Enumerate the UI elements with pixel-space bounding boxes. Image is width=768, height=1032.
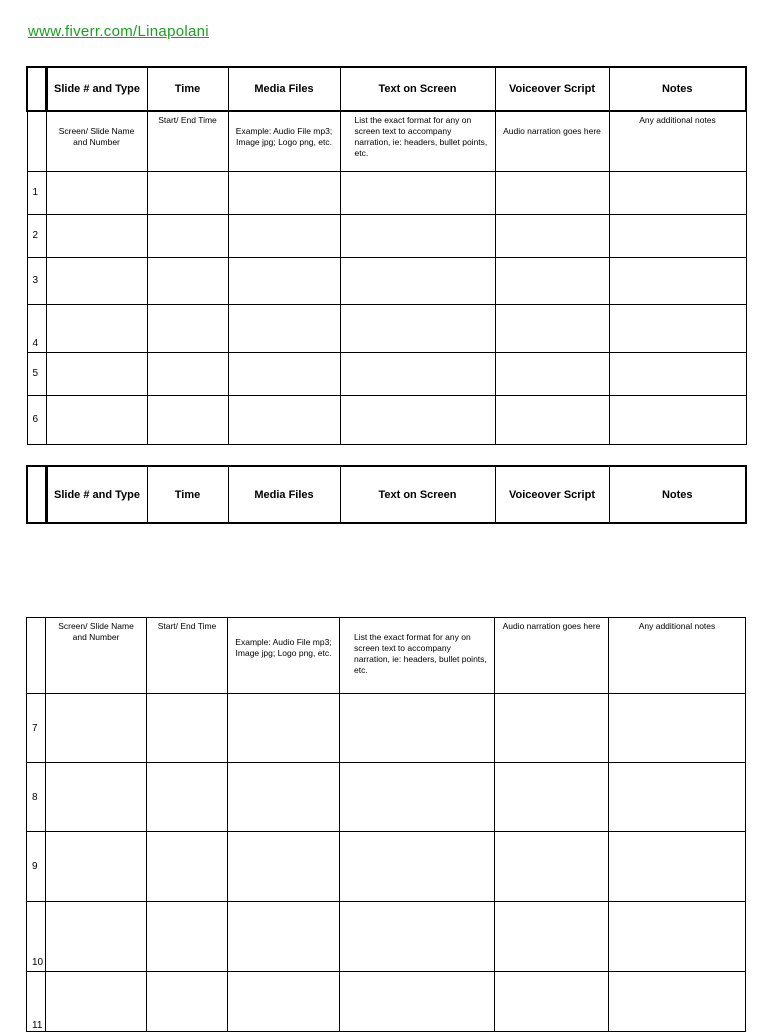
cell[interactable] [495, 395, 609, 444]
cell[interactable] [340, 214, 495, 257]
cell[interactable] [609, 352, 746, 395]
cell[interactable] [495, 214, 609, 257]
cell[interactable] [46, 257, 147, 304]
table-row [27, 352, 746, 395]
cell[interactable] [147, 694, 228, 763]
desc-slide-type: Screen/ Slide Name and Number [46, 618, 147, 694]
cell[interactable] [340, 972, 495, 1032]
cell[interactable] [147, 352, 228, 395]
desc-time: Start/ End Time [147, 618, 228, 694]
cell[interactable] [228, 214, 340, 257]
cell[interactable] [228, 395, 340, 444]
cell[interactable] [495, 352, 609, 395]
row-number: 9 [27, 832, 46, 902]
header-media-files: Media Files [228, 67, 340, 111]
header-row [27, 67, 746, 111]
cell[interactable] [609, 902, 746, 972]
cell[interactable] [609, 763, 746, 832]
index-header [27, 466, 46, 523]
cell[interactable] [228, 972, 340, 1032]
cell[interactable] [228, 257, 340, 304]
header-slide-type: Slide # and Type [46, 466, 147, 523]
row-number: 5 [27, 352, 46, 395]
header-media-files: Media Files [228, 466, 340, 523]
cell[interactable] [46, 972, 147, 1032]
row-number: 11 [27, 972, 46, 1032]
cell[interactable] [147, 902, 228, 972]
cell[interactable] [147, 395, 228, 444]
description-row [27, 111, 746, 171]
cell[interactable] [609, 972, 746, 1032]
row-number: 7 [27, 694, 46, 763]
cell[interactable] [147, 171, 228, 214]
index-header [27, 67, 46, 111]
row-number: 8 [27, 763, 46, 832]
cell[interactable] [495, 902, 609, 972]
header-time: Time [147, 466, 228, 523]
cell[interactable] [495, 694, 609, 763]
cell[interactable] [609, 257, 746, 304]
cell[interactable] [340, 763, 495, 832]
table-row [27, 395, 746, 444]
cell[interactable] [147, 214, 228, 257]
table-row [27, 214, 746, 257]
header-time: Time [147, 67, 228, 111]
cell[interactable] [46, 395, 147, 444]
cell[interactable] [46, 694, 147, 763]
cell[interactable] [609, 171, 746, 214]
fiverr-link[interactable]: www.fiverr.com/Linapolani [28, 23, 209, 40]
header-row [27, 466, 746, 523]
cell[interactable] [46, 214, 147, 257]
cell[interactable] [495, 972, 609, 1032]
table-row [27, 902, 746, 972]
header-notes: Notes [609, 67, 746, 111]
cell[interactable] [147, 972, 228, 1032]
cell[interactable] [609, 304, 746, 352]
header-voiceover-script: Voiceover Script [495, 67, 609, 111]
desc-media-files: Example: Audio File mp3; Image jpg; Logo png, etc. [228, 618, 340, 694]
desc-voiceover: Audio narration goes here [495, 111, 609, 171]
cell[interactable] [609, 395, 746, 444]
cell[interactable] [228, 171, 340, 214]
storyboard-table-1 [26, 66, 747, 445]
cell[interactable] [340, 395, 495, 444]
table-row [27, 972, 746, 1032]
desc-time: Start/ End Time [147, 111, 228, 171]
cell[interactable] [340, 171, 495, 214]
table-row [27, 694, 746, 763]
desc-notes: Any additional notes [609, 618, 746, 694]
cell[interactable] [340, 304, 495, 352]
table-row [27, 171, 746, 214]
cell[interactable] [495, 257, 609, 304]
row-number: 2 [27, 214, 46, 257]
row-number: 1 [27, 171, 46, 214]
cell[interactable] [46, 902, 147, 972]
storyboard-table-2-header [26, 465, 747, 524]
table-row [27, 763, 746, 832]
desc-text-on-screen: List the exact format for any on screen text to accompany narration, ie: headers, bullet points, etc. [340, 111, 495, 171]
table-row [27, 832, 746, 902]
cell[interactable] [228, 694, 340, 763]
desc-text-on-screen: List the exact format for any on screen text to accompany narration, ie: headers, bullet points, etc. [340, 618, 495, 694]
cell[interactable] [495, 763, 609, 832]
cell[interactable] [340, 832, 495, 902]
row-number: 6 [27, 395, 46, 444]
desc-voiceover: Audio narration goes here [495, 618, 609, 694]
cell[interactable] [340, 694, 495, 763]
cell[interactable] [46, 832, 147, 902]
header-notes: Notes [609, 466, 746, 523]
cell[interactable] [46, 352, 147, 395]
header-slide-type: Slide # and Type [46, 67, 147, 111]
desc-media-files: Example: Audio File mp3; Image jpg; Logo png, etc. [228, 111, 340, 171]
cell[interactable] [147, 304, 228, 352]
row-number: 4 [27, 304, 46, 352]
cell[interactable] [228, 902, 340, 972]
cell[interactable] [228, 304, 340, 352]
desc-slide-type: Screen/ Slide Name and Number [46, 111, 147, 171]
cell[interactable] [228, 763, 340, 832]
cell[interactable] [609, 694, 746, 763]
table-row [27, 257, 746, 304]
storyboard-table-3 [26, 617, 746, 1032]
cell[interactable] [340, 257, 495, 304]
cell[interactable] [609, 214, 746, 257]
header-voiceover-script: Voiceover Script [495, 466, 609, 523]
cell[interactable] [147, 257, 228, 304]
cell[interactable] [228, 832, 340, 902]
cell[interactable] [147, 763, 228, 832]
description-row [27, 618, 746, 694]
cell[interactable] [495, 832, 609, 902]
cell[interactable] [147, 832, 228, 902]
cell[interactable] [46, 763, 147, 832]
cell[interactable] [340, 902, 495, 972]
cell[interactable] [495, 304, 609, 352]
row-number: 3 [27, 257, 46, 304]
cell[interactable] [46, 171, 147, 214]
header-text-on-screen: Text on Screen [340, 466, 495, 523]
cell[interactable] [609, 832, 746, 902]
row-number: 10 [27, 902, 46, 972]
cell[interactable] [46, 304, 147, 352]
table-row [27, 304, 746, 352]
desc-notes: Any additional notes [609, 111, 746, 171]
cell[interactable] [228, 352, 340, 395]
header-text-on-screen: Text on Screen [340, 67, 495, 111]
cell[interactable] [340, 352, 495, 395]
cell[interactable] [495, 171, 609, 214]
